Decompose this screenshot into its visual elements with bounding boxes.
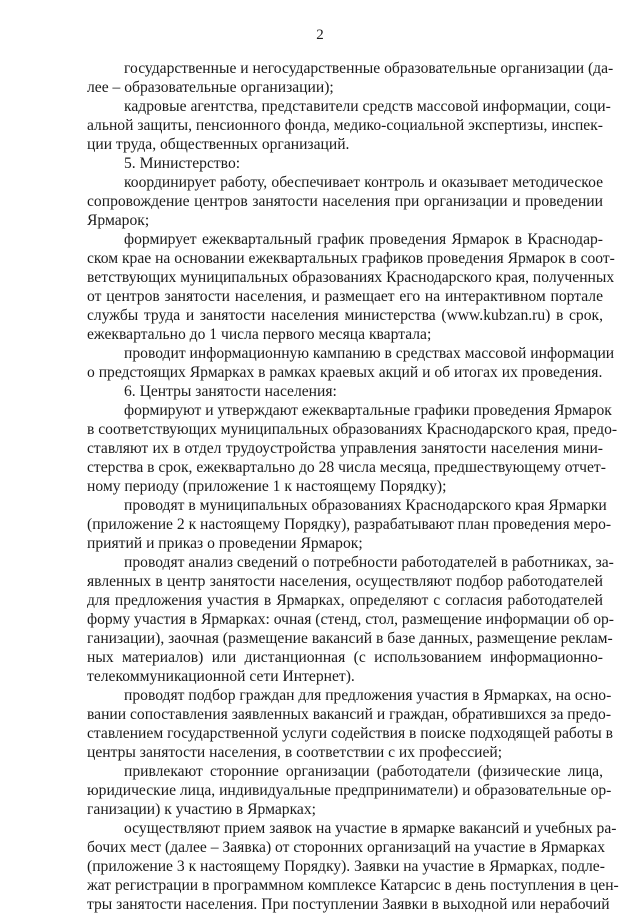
text-line: проводят анализ сведений о потребности работодателей в работниках, за- (124, 554, 614, 571)
text-line: ганизации) к участию в Ярмарках; (87, 801, 316, 818)
text-line: ции труда, общественных организаций. (87, 136, 350, 153)
section-heading: 6. Центры занятости населения: (124, 383, 337, 400)
text-line: лее – образовательные организации); (87, 79, 334, 96)
text-line: ному периоду (приложение 1 к настоящему Порядку); (87, 478, 447, 495)
text-line: кадровые агентства, представители средств массовой информации, соци- (124, 98, 611, 115)
text-line: государственные и негосударственные образовательные организации (да- (124, 60, 614, 77)
text-line: (приложение 3 к настоящему Порядку). Заявки на участие в Ярмарках, подле- (87, 858, 605, 875)
text-line: телекоммуникационной сети Интернет). (87, 668, 355, 685)
text-line: службы труда и занятости населения министерства (www.kubzan.ru) в срок, (87, 307, 603, 324)
text-line: в соответствующих муниципальных образованиях Краснодарского края, предо- (87, 421, 618, 438)
text-line: явленных в центр занятости населения, осуществляют подбор работодателей (87, 573, 603, 590)
text-line: формирует ежеквартальный график проведения Ярмарок в Краснодар- (124, 231, 603, 248)
text-line: тры занятости населения. При поступлении Заявки в выходной или нерабочий (87, 896, 610, 913)
text-line: формируют и утверждают ежеквартальные графики проведения Ярмарок (124, 402, 612, 419)
text-line: проводит информационную кампанию в средствах массовой информации (124, 345, 615, 362)
text-line: ежеквартально до 1 числа первого месяца квартала; (87, 326, 432, 343)
text-line: приятий и приказ о проведении Ярмарок; (87, 535, 363, 552)
text-line: Ярмарок; (87, 212, 150, 229)
text-line: стерства в срок, ежеквартально до 28 числа месяца, предшествующему отчет- (87, 459, 606, 476)
text-line: ставляют их в отдел трудоустройства управления занятости населения мини- (87, 440, 603, 457)
text-line: бочих мест (далее – Заявка) от сторонних организаций на участие в Ярмарках (87, 839, 606, 856)
text-line: привлекают сторонние организации (работодатели (физические лица, (124, 763, 603, 780)
text-line: ветствующих муниципальных образованиях Краснодарского края, полученных (87, 269, 615, 286)
text-line: для предложения участия в Ярмарках, определяют с согласия работодателей (87, 592, 603, 609)
text-line: юридические лица, индивидуальные предприниматели) и образовательные ор- (87, 782, 612, 799)
text-line: проводят подбор граждан для предложения участия в Ярмарках, на осно- (124, 687, 612, 704)
text-line: координирует работу, обеспечивает контроль и оказывает методическое (124, 174, 603, 191)
text-line: от центров занятости населения, и размещает его на интерактивном портале (87, 288, 603, 305)
text-line: осуществляют прием заявок на участие в ярмарке вакансий и учебных ра- (124, 820, 617, 837)
text-line: ганизации), заочная (размещение вакансий в базе данных, размещение реклам- (87, 630, 613, 647)
text-line: ных материалов) или дистанционная (с использованием информационно- (87, 649, 603, 666)
section-heading: 5. Министерство: (124, 155, 241, 172)
text-line: сопровождение центров занятости населения при организации и проведении (87, 193, 603, 210)
text-line: жат регистрации в программном комплексе Катарсис в день поступления в цен- (87, 877, 619, 894)
text-line: центры занятости населения, в соответствии с их профессией; (87, 744, 503, 761)
text-line: форму участия в Ярмарках: очная (стенд, стол, размещение информации об ор- (87, 611, 614, 628)
text-line: ском крае на основании ежеквартальных графиков проведения Ярмарок в соот- (87, 250, 615, 267)
text-line: проводят в муниципальных образованиях Краснодарского края Ярмарки (124, 497, 607, 514)
text-line: ставлением государственной услуги содействия в поиске подходящей работы в (87, 725, 613, 742)
text-line: вании сопоставления заявленных вакансий и граждан, обратившихся за предо- (87, 706, 612, 723)
text-line: (приложение 2 к настоящему Порядку), разрабатывают план проведения меро- (87, 516, 612, 533)
text-line: о предстоящих Ярмарках в рамках краевых акций и об итогах их проведения. (87, 364, 603, 381)
page-number: 2 (316, 27, 324, 43)
text-line: альной защиты, пенсионного фонда, медико-социальной экспертизы, инспек- (87, 117, 603, 134)
